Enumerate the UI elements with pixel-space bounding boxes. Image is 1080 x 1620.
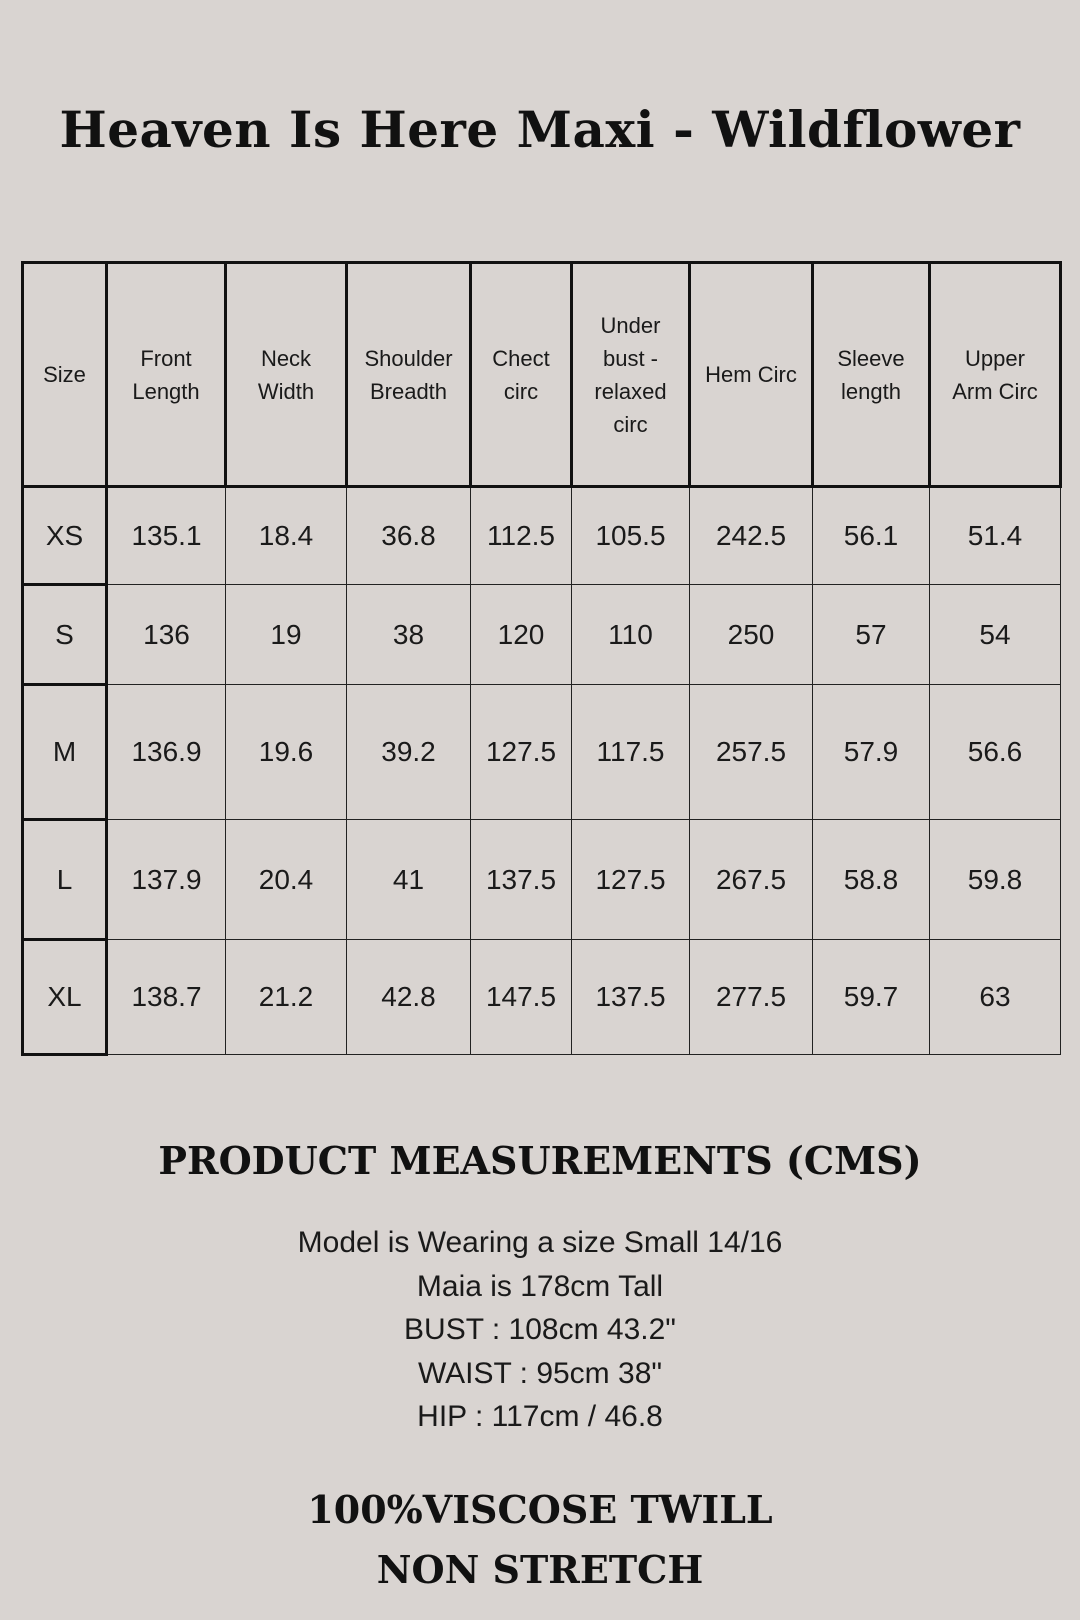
shoulder-breadth-cell: 38 <box>347 585 471 685</box>
header-upper-arm-circ: Upper Arm Circ <box>930 263 1061 487</box>
model-size-line: Model is Wearing a size Small 14/16 <box>297 1226 783 1259</box>
chest-circ-cell: 147.5 <box>471 940 572 1055</box>
neck-width-cell: 19.6 <box>226 685 347 820</box>
upper-arm-circ-cell: 56.6 <box>930 685 1061 820</box>
shoulder-breadth-cell: 42.8 <box>347 940 471 1055</box>
chest-circ-cell: 137.5 <box>471 820 572 940</box>
model-hip-line: HIP : 117cm / 46.8 <box>417 1400 663 1433</box>
shoulder-breadth-cell: 41 <box>347 820 471 940</box>
header-under-bust-circ: Under bust - relaxed circ <box>572 263 690 487</box>
table-row-m <box>23 685 1061 820</box>
under-bust-circ-cell: 117.5 <box>572 685 690 820</box>
model-height-line: Maia is 178cm Tall <box>416 1269 664 1303</box>
hem-circ-cell: 267.5 <box>690 820 813 940</box>
front-length-cell: 138.7 <box>107 940 226 1055</box>
sleeve-length-cell: 59.7 <box>813 940 930 1055</box>
product-measurements-heading: PRODUCT MEASUREMENTS (CMS) <box>158 1138 922 1183</box>
neck-width-cell: 20.4 <box>226 820 347 940</box>
size-label: L <box>23 820 107 940</box>
table-row-l <box>23 820 1061 940</box>
under-bust-circ-cell: 127.5 <box>572 820 690 940</box>
under-bust-circ-cell: 137.5 <box>572 940 690 1055</box>
shoulder-breadth-cell: 39.2 <box>347 685 471 820</box>
front-length-cell: 135.1 <box>107 487 226 585</box>
size-label: S <box>23 585 107 685</box>
chest-circ-cell: 112.5 <box>471 487 572 585</box>
sleeve-length-cell: 57 <box>813 585 930 685</box>
sleeve-length-cell: 56.1 <box>813 487 930 585</box>
under-bust-circ-cell: 110 <box>572 585 690 685</box>
table-row-xl <box>23 940 1061 1055</box>
model-info <box>0 1221 1080 1439</box>
hem-circ-cell: 242.5 <box>690 487 813 585</box>
hem-circ-cell: 277.5 <box>690 940 813 1055</box>
table-row-s <box>23 585 1061 685</box>
upper-arm-circ-cell: 51.4 <box>930 487 1061 585</box>
chest-circ-cell: 127.5 <box>471 685 572 820</box>
size-label: XL <box>23 940 107 1055</box>
upper-arm-circ-cell: 54 <box>930 585 1061 685</box>
front-length-cell: 136 <box>107 585 226 685</box>
header-shoulder-breadth: Shoulder Breadth <box>347 263 471 487</box>
header-size: Size <box>23 263 107 487</box>
fabric-stretch: NON STRETCH <box>376 1547 704 1592</box>
header-neck-width: Neck Width <box>226 263 347 487</box>
neck-width-cell: 18.4 <box>226 487 347 585</box>
sleeve-length-cell: 58.8 <box>813 820 930 940</box>
neck-width-cell: 19 <box>226 585 347 685</box>
table-header <box>23 263 1061 487</box>
page-title: Heaven Is Here Maxi - Wildflower <box>59 100 1021 159</box>
header-chest-circ: Chect circ <box>471 263 572 487</box>
under-bust-circ-cell: 105.5 <box>572 487 690 585</box>
neck-width-cell: 21.2 <box>226 940 347 1055</box>
header-front-length: Front Length <box>107 263 226 487</box>
header-row <box>23 263 1061 487</box>
hem-circ-cell: 250 <box>690 585 813 685</box>
front-length-cell: 137.9 <box>107 820 226 940</box>
upper-arm-circ-cell: 59.8 <box>930 820 1061 940</box>
table-row-xs <box>23 487 1061 585</box>
front-length-cell: 136.9 <box>107 685 226 820</box>
chest-circ-cell: 120 <box>471 585 572 685</box>
fabric-composition: 100%VISCOSE TWILL <box>307 1487 773 1532</box>
hem-circ-cell: 257.5 <box>690 685 813 820</box>
size-label: M <box>23 685 107 820</box>
model-waist-line: WAIST : 95cm 38" <box>417 1356 663 1390</box>
table-body <box>23 487 1061 1055</box>
fabric-info <box>0 1480 1080 1600</box>
model-bust-line: BUST : 108cm 43.2" <box>404 1313 676 1346</box>
size-label: XS <box>23 487 107 585</box>
header-hem-circ: Hem Circ <box>690 263 813 487</box>
header-sleeve-length: Sleeve length <box>813 263 930 487</box>
upper-arm-circ-cell: 63 <box>930 940 1061 1055</box>
shoulder-breadth-cell: 36.8 <box>347 487 471 585</box>
sleeve-length-cell: 57.9 <box>813 685 930 820</box>
size-chart-table <box>21 261 1062 1056</box>
